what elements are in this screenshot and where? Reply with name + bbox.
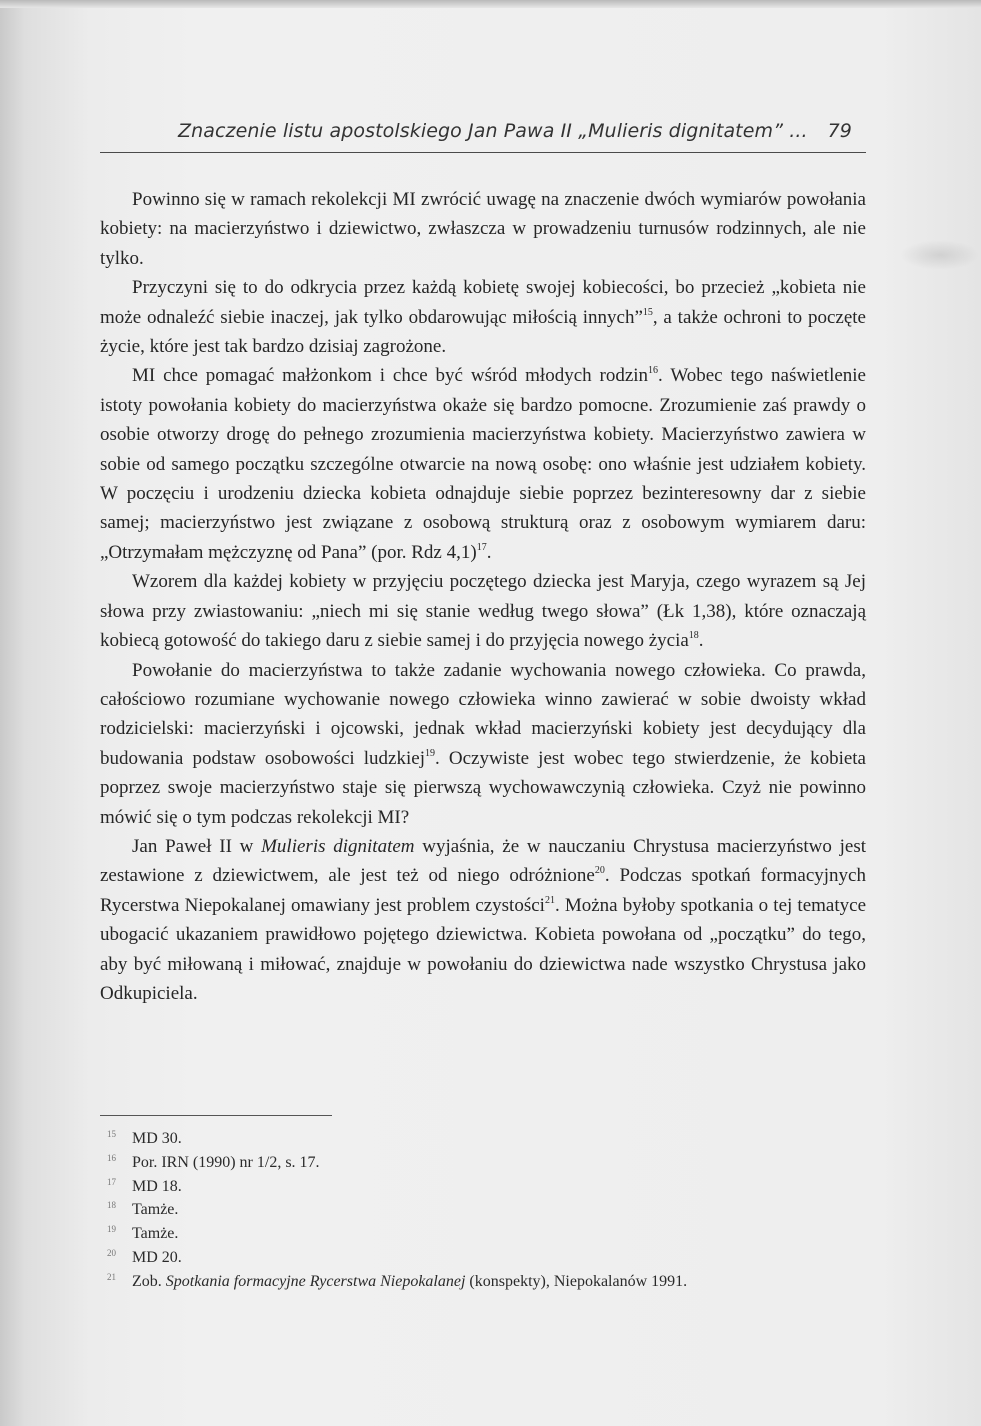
paragraph [100, 273, 866, 361]
text-run: , a także ochroni to poczęte życie, które jest tak bardzo dzisiaj zagrożone. [100, 306, 866, 358]
footnote-item: 17 MD 18. [107, 1176, 182, 1195]
paragraph [100, 832, 866, 1008]
footnote-item: 21 Zob. Spotkania formacyjne Rycerstwa Niepokalanej (konspekty), Niepokalanów 1991. [107, 1271, 688, 1290]
footnote-ref: 18 [688, 630, 699, 642]
text-run: Wzorem dla każdej kobiety w przyjęciu poczętego dziecka jest Maryja, czego wyrazem są Jej słowa przy zwiastowaniu: „niech mi się stanie według twego słowa” (Łk 1,38), które oznaczają kobiecą gotowość do takiego daru z siebie samej i do przyjęcia nowego życia [100, 571, 866, 652]
text-run: MD 30. [132, 1130, 182, 1147]
running-header [100, 116, 866, 153]
scan-smudge [900, 240, 980, 270]
page-number: 79 [827, 120, 852, 142]
text-run: Tamże. [132, 1201, 179, 1219]
paragraph [100, 185, 866, 273]
text-run: MD 18. [132, 1177, 182, 1195]
text-run: Zob. [132, 1272, 166, 1290]
italic-title: Spotkania formacyjne Rycerstwa Niepokalanej [165, 1272, 466, 1290]
header-title: Znaczenie listu apostolskiego Jan Pawa II „Mulieris dignitatem” ... [178, 120, 808, 142]
text-run: . Wobec tego naświetlenie istoty powołania kobiety do macierzyństwa okaże się bardzo pomocne. Zrozumienie zaś prawdy o osobie otworzy drogę do pełnego zrozumienia macierzyństwa kobiety. Macierzyństwo zawiera w sobie od samego początku szczególne otwarcie na nową osobę: ono właśnie jest udziałem kobiety. W poczęciu i urodzeniu dziecka kobieta odnajduje siebie poprzez bezinteresowny dar z siebie samej; macierzyństwo jest związane z osobową strukturą oraz z osobowym wymiarem daru: „Otrzymałam mężczyznę od Pana” (por. Rdz 4,1) [100, 365, 866, 563]
paragraph [100, 567, 866, 655]
text-run: . Oczywiste jest wobec tego stwierdzenie, że kobieta poprzez swoje macierzyństwo staje się pierwszą wychowawczynią człowieka. Czyż nie powinno mówić się o tym podczas rekolekcji MI? [100, 747, 866, 828]
text-run: . Można byłoby spotkania o tej tematyce ubogacić ukazaniem prawidłowo pojętego dziewictwa. Kobieta powołana od „początku” do tego, aby być miłowaną i miłować, znajduje w powołaniu do dziewictwa nade wszystko Chrystusa jako Odkupiciela. [100, 894, 866, 1004]
footnote-item: 18 Tamże. [107, 1200, 179, 1219]
text-run: . Podczas spotkań formacyjnych Rycerstwa Niepokalanej omawiany jest problem czystości [100, 865, 866, 916]
text-run: wyjaśnia, że w nauczaniu Chrystusa macierzyństwo jest zestawione z dziewictwem, ale jest też od niego odróżnione [100, 835, 866, 887]
text-run: Jan Paweł II w [132, 835, 262, 857]
paragraph [100, 656, 866, 832]
page-top-edge [0, 0, 981, 8]
footnote-separator [100, 1115, 332, 1116]
text-run: Powinno się w ramach rekolekcji MI zwrócić uwagę na znaczenie dwóch wymiarów powołania kobiety: na macierzyństwo i dziewictwo, zwłaszcza w prowadzeniu turnusów rodzinnych, ale nie tylko. [100, 189, 866, 269]
footnote-item: 15 MD 30. [107, 1129, 182, 1147]
footnote-ref: 20 [594, 865, 605, 877]
text-run: (konspekty), Niepokalanów 1991. [465, 1272, 688, 1290]
text-run: Por. IRN (1990) nr 1/2, s. 17. [132, 1153, 320, 1171]
footnote-item: 20 MD 20. [107, 1247, 182, 1266]
paragraph [100, 361, 866, 567]
footnote-ref: 15 [642, 306, 653, 318]
text-run: . [486, 541, 492, 563]
text-run: Przyczyni się to do odkrycia przez każdą kobietę swojej kobiecości, bo przecież „kobieta nie może odnaleźć siebie inaczej, jak tylko obdarowując miłością innych” [100, 277, 866, 328]
text-run: Tamże. [132, 1225, 179, 1243]
main-text [100, 185, 866, 1008]
footnote-ref: 17 [476, 541, 487, 553]
footnote-ref: 19 [424, 747, 435, 759]
footnotes [107, 1127, 867, 1294]
footnote-ref: 21 [544, 894, 555, 906]
text-run: Powołanie do macierzyństwa to także zadanie wychowania nowego człowieka. Co prawda, całościowo rozumiane wychowanie nowego człowieka winno zawierać w sobie dwoisty wkład rodzicielski: macierzyński i ojcowski, jednak wkład macierzyński kobiety jest decydujący dla budowania podstaw osobowości ludzkiej [100, 659, 866, 769]
italic-title: Mulieris dignitatem [261, 835, 415, 857]
text-run: . [698, 630, 704, 652]
text-run: MD 20. [132, 1248, 182, 1266]
footnote-item: 19 Tamże. [107, 1224, 179, 1243]
footnote-ref: 16 [648, 365, 659, 377]
text-run: MI chce pomagać małżonkom i chce być wśród młodych rodzin [132, 365, 649, 387]
footnote-item: 16 Por. IRN (1990) nr 1/2, s. 17. [107, 1152, 320, 1171]
